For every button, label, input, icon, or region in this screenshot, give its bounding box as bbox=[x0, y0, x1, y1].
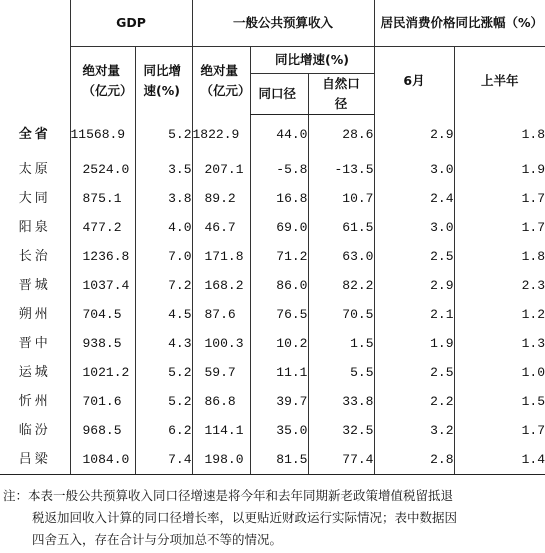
gdp-growth-value: 5.2 bbox=[135, 115, 192, 156]
natural-caliber-value: 10.7 bbox=[308, 184, 374, 213]
june-cpi-value: 2.1 bbox=[374, 300, 454, 329]
budget-value: 89.2 bbox=[192, 184, 250, 213]
natural-caliber-value: 77.4 bbox=[308, 445, 374, 475]
same-caliber-value: 11.1 bbox=[250, 358, 308, 387]
june-cpi-value: 3.0 bbox=[374, 155, 454, 184]
gdp-growth-value: 5.2 bbox=[135, 387, 192, 416]
header-gdp-abs: 绝对量（亿元） bbox=[70, 47, 135, 115]
footnote bbox=[3, 485, 523, 551]
gdp-growth-value: 3.5 bbox=[135, 155, 192, 184]
half-year-cpi-value: 1.8 bbox=[454, 115, 545, 156]
region-name: 临汾 bbox=[18, 422, 51, 438]
gdp-growth-value: 4.5 bbox=[135, 300, 192, 329]
half-year-cpi-value: 1.0 bbox=[454, 358, 545, 387]
budget-value: 207.1 bbox=[192, 155, 250, 184]
gdp-growth-value: 7.4 bbox=[135, 445, 192, 475]
half-year-cpi-value: 1.8 bbox=[454, 242, 545, 271]
gdp-value: 1037.4 bbox=[70, 271, 135, 300]
budget-value: 171.8 bbox=[192, 242, 250, 271]
gdp-value: 11568.9 bbox=[70, 115, 135, 156]
june-cpi-value: 2.9 bbox=[374, 115, 454, 156]
header-budget: 一般公共预算收入 bbox=[192, 0, 374, 47]
gdp-growth-value: 7.0 bbox=[135, 242, 192, 271]
table-header bbox=[0, 0, 545, 115]
region-name: 阳泉 bbox=[18, 219, 51, 235]
region-name: 长治 bbox=[18, 248, 51, 264]
table-row bbox=[0, 271, 545, 300]
budget-value: 1822.9 bbox=[192, 115, 250, 156]
table-row bbox=[0, 115, 545, 156]
header-region-blank bbox=[0, 0, 70, 115]
same-caliber-value: 81.5 bbox=[250, 445, 308, 475]
same-caliber-value: 44.0 bbox=[250, 115, 308, 156]
june-cpi-value: 3.2 bbox=[374, 416, 454, 445]
table-row bbox=[0, 213, 545, 242]
region-name: 全省 bbox=[18, 126, 51, 142]
june-cpi-value: 2.4 bbox=[374, 184, 454, 213]
same-caliber-value: -5.8 bbox=[250, 155, 308, 184]
table-row bbox=[0, 155, 545, 184]
same-caliber-value: 10.2 bbox=[250, 329, 308, 358]
half-year-cpi-value: 1.7 bbox=[454, 184, 545, 213]
june-cpi-value: 2.5 bbox=[374, 358, 454, 387]
budget-value: 59.7 bbox=[192, 358, 250, 387]
table-row bbox=[0, 184, 545, 213]
natural-caliber-value: -13.5 bbox=[308, 155, 374, 184]
half-year-cpi-value: 1.3 bbox=[454, 329, 545, 358]
natural-caliber-value: 70.5 bbox=[308, 300, 374, 329]
footnote-line-1: 注：本表一般公共预算收入同口径增速是将今年和去年同期新老政策增值税留抵退 bbox=[3, 488, 454, 503]
natural-caliber-value: 63.0 bbox=[308, 242, 374, 271]
region-name: 运城 bbox=[18, 364, 51, 380]
table-row bbox=[0, 300, 545, 329]
gdp-growth-value: 4.3 bbox=[135, 329, 192, 358]
gdp-value: 938.5 bbox=[70, 329, 135, 358]
footnote-line-3: 四舍五入，存在合计与分项加总不等的情况。 bbox=[32, 532, 283, 547]
region-name: 忻州 bbox=[18, 393, 51, 409]
gdp-value: 701.6 bbox=[70, 387, 135, 416]
header-natural-caliber: 自然口径 bbox=[308, 74, 374, 115]
june-cpi-value: 2.5 bbox=[374, 242, 454, 271]
gdp-value: 477.2 bbox=[70, 213, 135, 242]
june-cpi-value: 3.0 bbox=[374, 213, 454, 242]
header-budget-growth: 同比增速(%) bbox=[250, 47, 374, 74]
header-same-caliber: 同口径 bbox=[250, 74, 308, 115]
same-caliber-value: 35.0 bbox=[250, 416, 308, 445]
same-caliber-value: 69.0 bbox=[250, 213, 308, 242]
budget-value: 46.7 bbox=[192, 213, 250, 242]
budget-value: 198.0 bbox=[192, 445, 250, 475]
region-name: 太原 bbox=[18, 161, 51, 177]
june-cpi-value: 1.9 bbox=[374, 329, 454, 358]
budget-value: 114.1 bbox=[192, 416, 250, 445]
natural-caliber-value: 28.6 bbox=[308, 115, 374, 156]
same-caliber-value: 71.2 bbox=[250, 242, 308, 271]
half-year-cpi-value: 1.9 bbox=[454, 155, 545, 184]
region-name: 晋中 bbox=[18, 335, 51, 351]
same-caliber-value: 39.7 bbox=[250, 387, 308, 416]
header-budget-abs: 绝对量（亿元） bbox=[192, 47, 250, 115]
natural-caliber-value: 33.8 bbox=[308, 387, 374, 416]
budget-value: 168.2 bbox=[192, 271, 250, 300]
same-caliber-value: 16.8 bbox=[250, 184, 308, 213]
natural-caliber-value: 61.5 bbox=[308, 213, 374, 242]
header-half-year: 上半年 bbox=[454, 47, 545, 115]
header-june: 6月 bbox=[374, 47, 454, 115]
gdp-value: 1084.0 bbox=[70, 445, 135, 475]
gdp-value: 1236.8 bbox=[70, 242, 135, 271]
footnote-line-2: 税返加回收入计算的同口径增长率，以更贴近财政运行实际情况；表中数据因 bbox=[32, 510, 458, 525]
gdp-value: 875.1 bbox=[70, 184, 135, 213]
table-row bbox=[0, 416, 545, 445]
table-row bbox=[0, 445, 545, 475]
region-name: 晋城 bbox=[18, 277, 51, 293]
same-caliber-value: 86.0 bbox=[250, 271, 308, 300]
table-row bbox=[0, 387, 545, 416]
gdp-growth-value: 5.2 bbox=[135, 358, 192, 387]
gdp-value: 2524.0 bbox=[70, 155, 135, 184]
half-year-cpi-value: 2.3 bbox=[454, 271, 545, 300]
gdp-growth-value: 4.0 bbox=[135, 213, 192, 242]
table-row bbox=[0, 358, 545, 387]
budget-value: 86.8 bbox=[192, 387, 250, 416]
gdp-growth-value: 7.2 bbox=[135, 271, 192, 300]
gdp-value: 704.5 bbox=[70, 300, 135, 329]
june-cpi-value: 2.8 bbox=[374, 445, 454, 475]
june-cpi-value: 2.2 bbox=[374, 387, 454, 416]
half-year-cpi-value: 1.2 bbox=[454, 300, 545, 329]
natural-caliber-value: 5.5 bbox=[308, 358, 374, 387]
same-caliber-value: 76.5 bbox=[250, 300, 308, 329]
half-year-cpi-value: 1.7 bbox=[454, 416, 545, 445]
header-gdp: GDP bbox=[70, 0, 192, 47]
natural-caliber-value: 32.5 bbox=[308, 416, 374, 445]
table-row bbox=[0, 242, 545, 271]
half-year-cpi-value: 1.4 bbox=[454, 445, 545, 475]
gdp-growth-value: 6.2 bbox=[135, 416, 192, 445]
gdp-value: 1021.2 bbox=[70, 358, 135, 387]
table-body bbox=[0, 115, 545, 475]
gdp-value: 968.5 bbox=[70, 416, 135, 445]
half-year-cpi-value: 1.5 bbox=[454, 387, 545, 416]
region-name: 朔州 bbox=[18, 306, 51, 322]
natural-caliber-value: 1.5 bbox=[308, 329, 374, 358]
june-cpi-value: 2.9 bbox=[374, 271, 454, 300]
region-name: 吕梁 bbox=[0, 445, 70, 475]
header-cpi: 居民消费价格同比涨幅（%） bbox=[374, 0, 545, 47]
budget-value: 100.3 bbox=[192, 329, 250, 358]
table-row bbox=[0, 329, 545, 358]
gdp-growth-value: 3.8 bbox=[135, 184, 192, 213]
budget-value: 87.6 bbox=[192, 300, 250, 329]
natural-caliber-value: 82.2 bbox=[308, 271, 374, 300]
half-year-cpi-value: 1.7 bbox=[454, 213, 545, 242]
region-name: 大同 bbox=[18, 190, 51, 206]
header-gdp-growth: 同比增速(%) bbox=[135, 47, 192, 115]
